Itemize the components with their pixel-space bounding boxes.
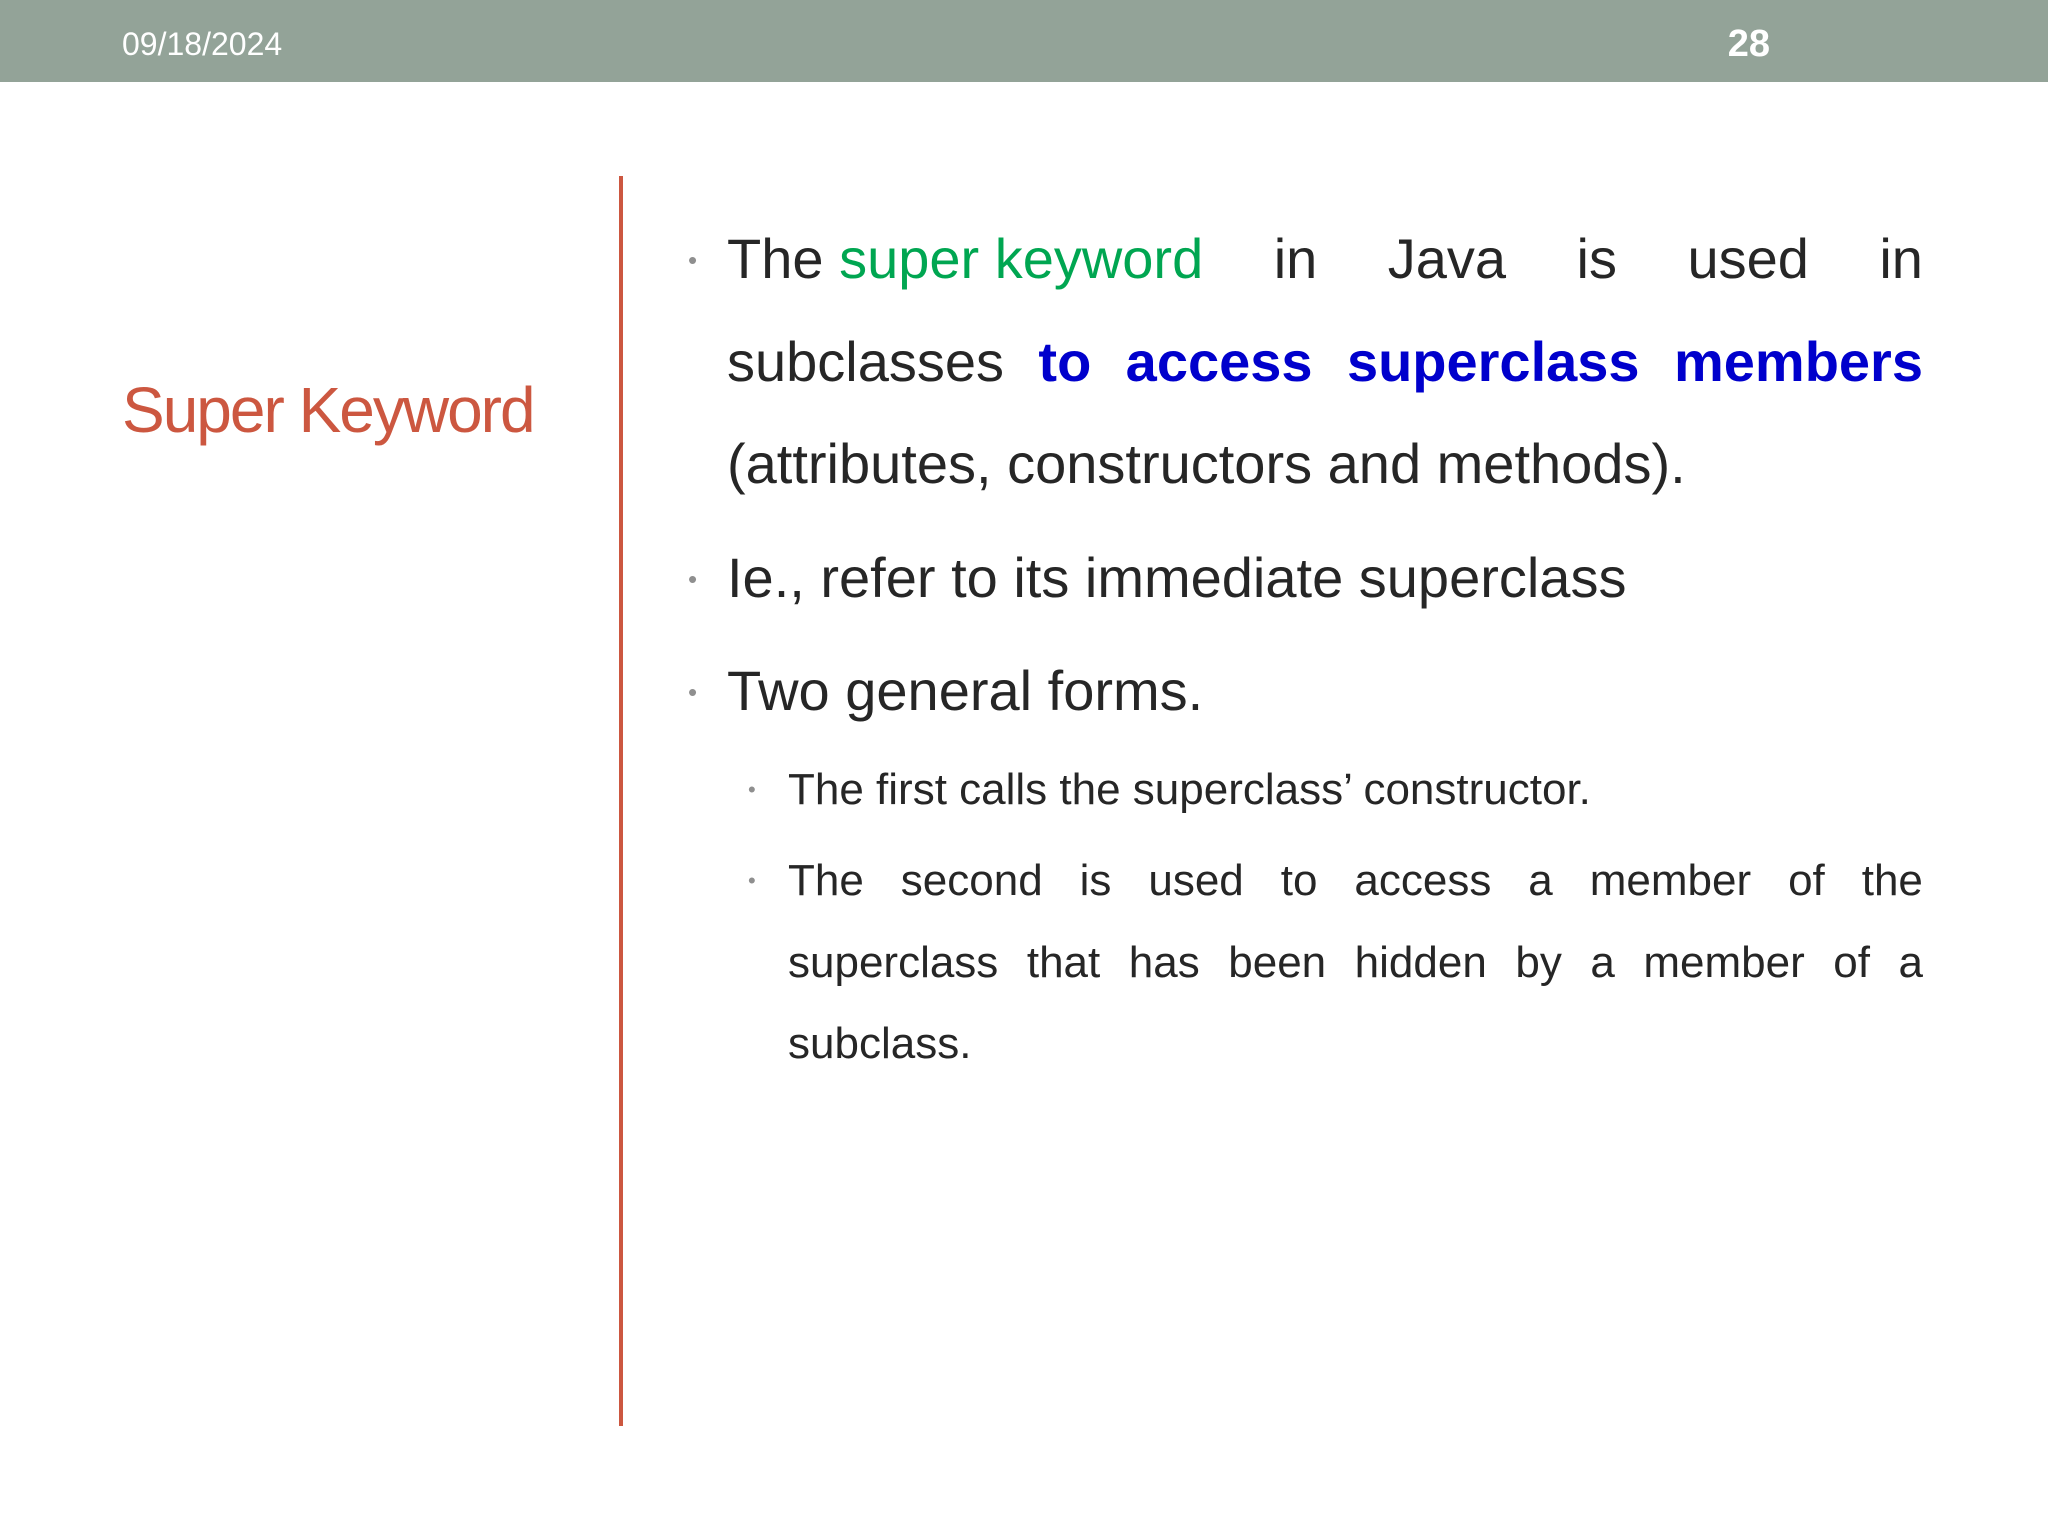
- access-highlight: members: [1673, 330, 1923, 393]
- bullet-2-text: Ie., refer to its immediate superclass: [727, 546, 1627, 609]
- sub-bullet-dot-icon: •: [748, 777, 756, 802]
- sub-bullet-2-line-2: superclass that has been hidden by a member of a: [788, 938, 1923, 987]
- bullet-1-line-1: The super keyword in Java is used in: [727, 227, 1923, 290]
- access-highlight: to: [1038, 330, 1092, 393]
- bullet-dot-icon: •: [688, 677, 698, 707]
- slide-title: Super Keyword: [122, 374, 534, 446]
- access-highlight: superclass: [1346, 330, 1640, 393]
- bullet-dot-icon: •: [688, 245, 698, 275]
- bullet-dot-icon: •: [688, 564, 698, 594]
- bullet-1-word: The super keyword: [727, 227, 1204, 290]
- bullet-1-line-2: subclasses to access superclass members: [727, 330, 1923, 393]
- access-highlight: access: [1125, 330, 1313, 393]
- sub-bullet-2-line-1: The second is used to access a member of the: [788, 856, 1923, 905]
- sub-bullet-2-line-3: subclass.: [788, 1019, 972, 1068]
- sub-bullet-1-text: The first calls the superclass’ constructor.: [788, 765, 1591, 814]
- page-number: 28: [1727, 23, 1770, 65]
- bullet-3-text: Two general forms.: [727, 659, 1204, 722]
- bullet-1-line-3: (attributes, constructors and methods).: [727, 432, 1686, 495]
- slide-date: 09/18/2024: [122, 26, 283, 62]
- sub-bullet-dot-icon: •: [748, 868, 756, 893]
- super-keyword-highlight: super keyword: [839, 227, 1204, 290]
